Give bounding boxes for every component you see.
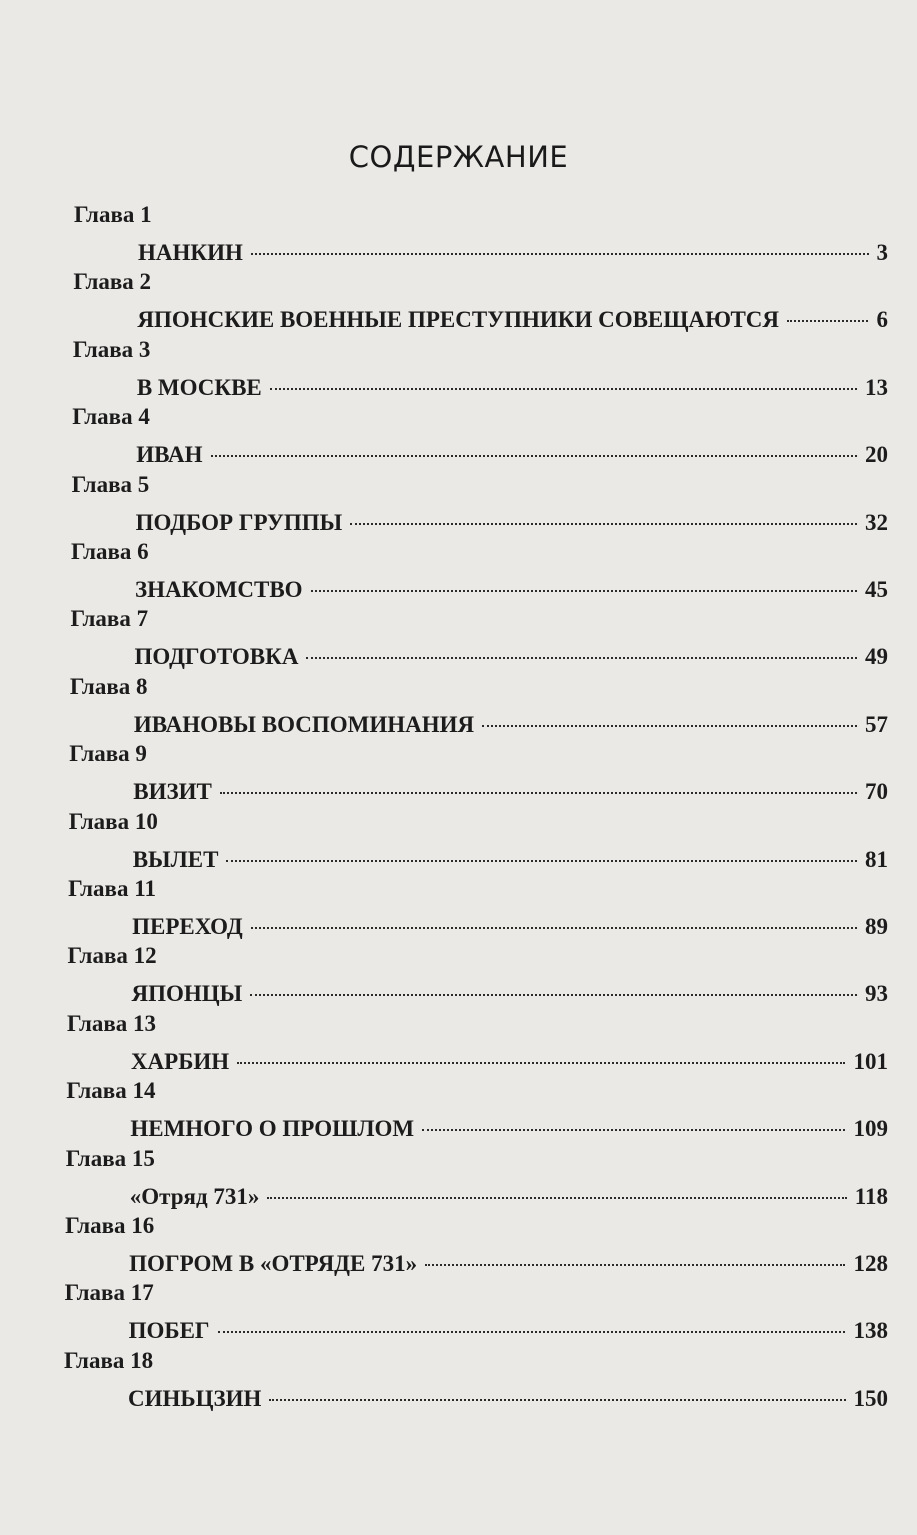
- chapter-title: НАНКИН: [138, 240, 243, 265]
- toc-entry[interactable]: [129, 1251, 888, 1277]
- page-number: 81: [864, 846, 888, 872]
- dot-leader: [211, 455, 857, 457]
- chapter-label: Глава 4: [72, 404, 150, 430]
- chapter-title: В МОСКВЕ: [136, 374, 262, 400]
- chapter-label: Глава 7: [70, 606, 149, 632]
- page-number: 150: [853, 1385, 888, 1411]
- dot-leader: [350, 523, 857, 525]
- toc-entry[interactable]: [137, 307, 888, 333]
- chapter-label: Глава 14: [66, 1078, 156, 1104]
- page-number: 6: [876, 307, 888, 333]
- toc-entry[interactable]: [131, 1049, 888, 1075]
- page-number: 70: [864, 779, 888, 805]
- page-number: 57: [864, 711, 888, 737]
- toc-entry[interactable]: [130, 1184, 888, 1210]
- chapter-title: ХАРБИН: [130, 1048, 230, 1074]
- toc-entry[interactable]: [135, 577, 888, 603]
- toc-entry[interactable]: [137, 375, 888, 401]
- page-number: 118: [854, 1183, 888, 1209]
- chapter-label: Глава 8: [69, 673, 148, 699]
- dot-leader: [269, 1399, 845, 1401]
- chapter-title: ИВАНОВЫ ВОСПОМИНАНИЯ: [133, 711, 475, 737]
- page-number: 13: [864, 374, 888, 400]
- chapter-title: ВИЗИТ: [133, 779, 212, 805]
- chapter-title: ПОДБОР ГРУППЫ: [135, 509, 343, 535]
- chapter-label: Глава 17: [64, 1280, 154, 1306]
- page-number: 109: [853, 1116, 888, 1142]
- toc-entry[interactable]: [132, 981, 888, 1007]
- chapter-title: «Отряд 731»: [129, 1183, 260, 1209]
- dot-leader: [220, 792, 857, 794]
- page-number: 128: [853, 1251, 888, 1276]
- chapter-label: Глава 15: [65, 1145, 155, 1171]
- page-number: 101: [853, 1048, 888, 1074]
- chapter-label: Глава 9: [69, 741, 147, 767]
- page-number: 138: [853, 1318, 888, 1344]
- toc-entry[interactable]: [134, 712, 888, 738]
- chapter-title: ПЕРЕХОД: [132, 914, 243, 939]
- dot-leader: [237, 1062, 845, 1064]
- chapter-label: Глава 10: [68, 808, 158, 834]
- chapter-label: Глава 2: [73, 269, 152, 295]
- toc-entry[interactable]: [134, 644, 888, 670]
- dot-leader: [306, 657, 857, 659]
- chapter-title: ЯПОНСКИЕ ВОЕННЫЕ ПРЕСТУПНИКИ СОВЕЩАЮТСЯ: [137, 307, 780, 333]
- toc-entry[interactable]: [133, 779, 888, 805]
- toc-entry[interactable]: [130, 1116, 888, 1142]
- toc-entry[interactable]: [129, 1318, 888, 1344]
- dot-leader: [270, 388, 857, 390]
- toc-entry[interactable]: [138, 240, 888, 266]
- page-number: 93: [864, 981, 888, 1007]
- toc-entry[interactable]: [136, 510, 888, 536]
- chapter-label: Глава 6: [71, 539, 149, 564]
- dot-leader: [267, 1197, 846, 1199]
- page-number: 49: [864, 644, 888, 670]
- dot-leader: [251, 253, 869, 255]
- page-number: 89: [864, 914, 888, 939]
- chapter-label: Глава 3: [72, 336, 151, 362]
- chapter-title: ПОБЕГ: [128, 1318, 210, 1344]
- chapter-title: ЗНАКОМСТВО: [135, 577, 303, 602]
- chapter-label: Глава 5: [71, 471, 150, 497]
- toc-entry[interactable]: [133, 847, 888, 873]
- chapter-title: ПОДГОТОВКА: [134, 644, 299, 670]
- chapter-label: Глава 11: [68, 876, 156, 901]
- page-number: 3: [876, 240, 888, 265]
- dot-leader: [422, 1129, 845, 1131]
- page-number: 20: [864, 442, 888, 468]
- dot-leader: [226, 860, 857, 862]
- dot-leader: [311, 590, 857, 592]
- dot-leader: [218, 1331, 846, 1333]
- chapter-title: ИВАН: [136, 442, 203, 468]
- chapter-label: Глава 16: [65, 1213, 155, 1238]
- chapter-title: ПОГРОМ В «ОТРЯДЕ 731»: [129, 1251, 418, 1276]
- chapter-label: Глава 12: [67, 943, 157, 969]
- chapter-title: ЯПОНЦЫ: [131, 981, 243, 1007]
- chapter-title: НЕМНОГО О ПРОШЛОМ: [130, 1116, 415, 1142]
- toc-entry[interactable]: [136, 442, 888, 468]
- chapter-label: Глава 1: [74, 202, 152, 227]
- toc-entry[interactable]: [128, 1386, 888, 1412]
- dot-leader: [482, 725, 857, 727]
- chapter-title: СИНЬЦЗИН: [128, 1385, 262, 1411]
- dot-leader: [425, 1264, 845, 1266]
- dot-leader: [251, 927, 857, 929]
- page-number: 32: [864, 509, 888, 535]
- chapter-title: ВЫЛЕТ: [132, 846, 219, 872]
- page-number: 45: [864, 577, 888, 602]
- dot-leader: [250, 994, 857, 996]
- page-title: СОДЕРЖАНИЕ: [348, 140, 569, 174]
- dot-leader: [787, 320, 868, 322]
- toc-entry[interactable]: [132, 914, 888, 940]
- chapter-label: Глава 13: [66, 1010, 157, 1036]
- chapter-label: Глава 18: [64, 1347, 154, 1373]
